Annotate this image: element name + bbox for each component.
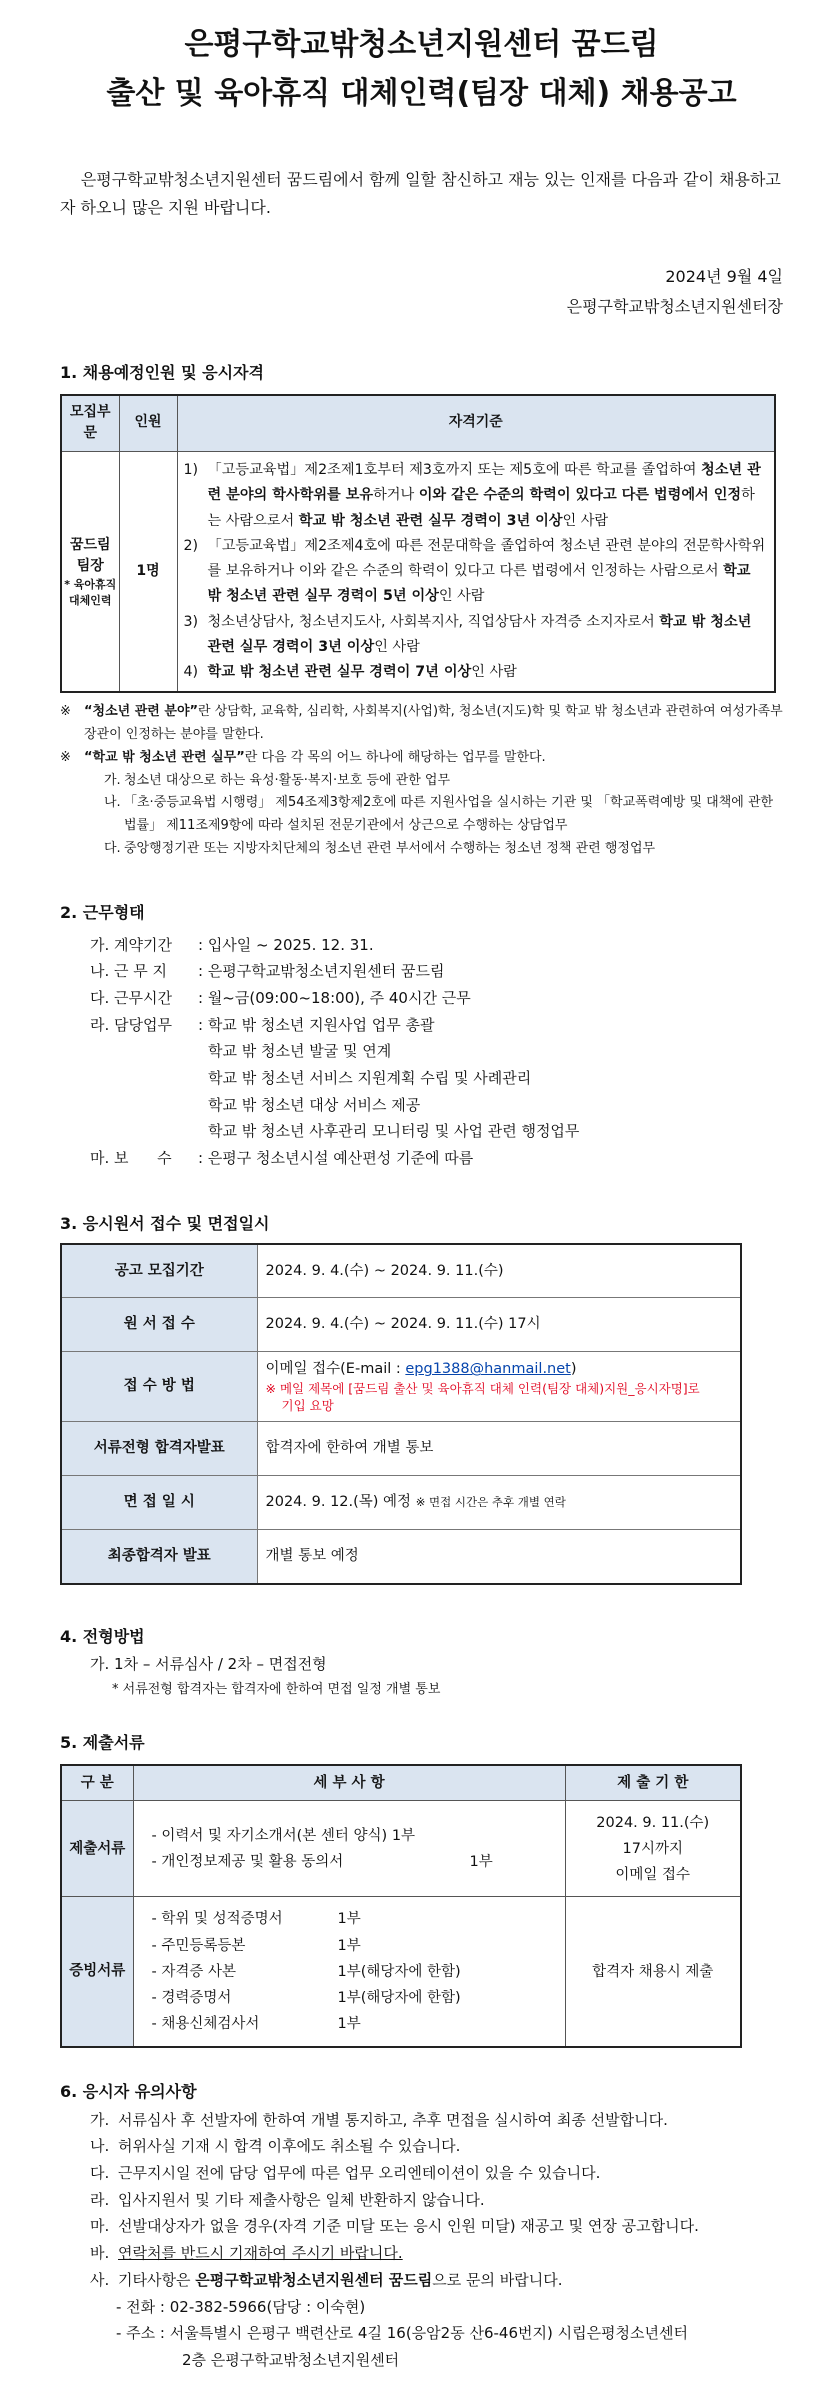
section-2-heading: 2. 근무형태 — [60, 902, 145, 922]
schedule-label: 공고 모집기간 — [61, 1244, 257, 1298]
col-count-header: 인원 — [119, 395, 177, 452]
section-4-heading: 4. 전형방법 — [60, 1626, 145, 1646]
schedule-table — [60, 1243, 742, 1585]
doc-group-proof: 증빙서류 — [61, 1897, 133, 2047]
doc-group-submit-items: - 이력서 및 자기소개서(본 센터 양식) 1부 - 개인정보제공 및 활용 동의서 1부 — [133, 1801, 565, 1897]
note-practice-item: 가. 청소년 대상으로 하는 육성·활동·복지·보호 등에 관한 업무 — [104, 772, 451, 788]
email-subject-note: ※ 메일 제목에 [꿈드림 출산 및 육아휴직 대체 인력(팀장 대체)지원_응시자명]로 — [265, 1380, 700, 1396]
dept-cell: 꿈드림 팀장 * 육아휴직 대체인력 — [61, 451, 119, 692]
schedule-label: 서류전형 합격자발표 — [61, 1422, 257, 1476]
doc-col-deadline: 제 출 기 한 — [565, 1765, 741, 1801]
issuer-name: 은평구학교밖청소년지원센터장 — [566, 297, 783, 317]
email-link[interactable]: epg1388@hanmail.net — [405, 1361, 571, 1378]
qualification-table — [60, 394, 776, 694]
section-3-heading: 3. 응시원서 접수 및 면접일시 — [60, 1213, 270, 1233]
note-practice-item: 나. 「초·중등교육법 시행령」 제54조제3항제2호에 따른 지원사업을 실시하는 기관 및 「학교폭력예방 및 대책에 관한 법률」 제11조제9항에 따라 설치된 전문기관에서 상근으로 수행하는 상담업무 — [104, 795, 774, 834]
intro-paragraph: 은평구학교밖청소년지원센터 꿈드림에서 함께 일할 참신하고 재능 있는 인재를 다음과 같이 채용하고자 하오니 많은 지원 바랍니다. — [60, 170, 781, 217]
applicant-note: 바. 연락처를 반드시 기재하여 주시기 바랍니다. — [90, 2244, 403, 2263]
applicant-note: 마. 선발대상자가 없을 경우(자격 기준 미달 또는 응시 인원 미달) 재공고 및 연장 공고합니다. — [90, 2217, 699, 2236]
work-row-pay: 마. 보 수 : 은평구 청소년시설 예산편성 기준에 따름 — [90, 1149, 474, 1168]
work-row: 다. 근무시간 : 월~금(09:00~18:00), 주 40시간 근무 — [90, 988, 471, 1007]
work-row: 가. 계약기간 : 입사일 ~ 2025. 12. 31. — [90, 935, 374, 954]
schedule-label: 면 접 일 시 — [61, 1476, 257, 1530]
schedule-value: 개별 통보 예정 — [257, 1530, 741, 1584]
schedule-label: 최종합격자 발표 — [61, 1530, 257, 1584]
note-practice-item: 다. 중앙행정기관 또는 지방자치단체의 청소년 관련 부서에서 수행하는 청소년 정책 관련 행정업무 — [104, 840, 656, 856]
work-conditions — [60, 932, 783, 1172]
col-criteria-header: 자격기준 — [177, 395, 775, 452]
schedule-value: 2024. 9. 12.(목) 예정 ※ 면접 시간은 추후 개별 연락 — [257, 1476, 741, 1530]
applicant-note: 다. 근무지시일 전에 담당 업무에 따른 업무 오리엔테이션이 있을 수 있습니다. — [90, 2164, 601, 2183]
contact-phone: - 전화 : 02-382-5966(담당 : 이숙현) — [116, 2297, 366, 2316]
section-5-heading: 5. 제출서류 — [60, 1733, 145, 1753]
criteria-item: 2) 「고등교육법」제2조제4호에 따른 전문대학을 졸업하여 청소년 관련 분야의 전문학사학위를 보유하거나 이와 같은 수준의 학력이 있다고 다른 법령에서 인정하는 사람으로서 학교 밖 청소년 관련 실무 경력이 5년 이상인 사람 — [183, 537, 766, 605]
doc-group-proof-items: - 학위 및 성적증명서 1부 - 주민등록등본 1부 - 자격증 사본 1부(해당자에 한함) - 경력증명서 1부(해당자에 한함) - 채용신체검사서 1부 — [133, 1897, 565, 2047]
criteria-item: 1) 「고등교육법」제2조제1호부터 제3호까지 또는 제5호에 따른 학교를 졸업하여 청소년 관련 분야의 학사학위를 보유하거나 이와 같은 수준의 학력이 있다고 다른 법령에서 인정하는 사람으로서 학교 밖 청소년 관련 실무 경력이 3년 이상인 사람 — [183, 461, 761, 529]
schedule-value: 2024. 9. 4.(수) ~ 2024. 9. 11.(수) — [257, 1244, 741, 1298]
work-row: 라. 담당업무 : 학교 밖 청소년 지원사업 업무 총괄 — [90, 1015, 435, 1034]
issue-block — [60, 262, 783, 323]
schedule-value-method: 이메일 접수(E-mail : epg1388@hanmail.net) ※ 메일 제목에 [꿈드림 출산 및 육아휴직 대체 인력(팀장 대체)지원_응시자명]로 기입 요망 — [257, 1352, 741, 1422]
col-dept-header: 모집부문 — [61, 395, 119, 452]
duty-list: 학교 밖 청소년 발굴 및 연계 학교 밖 청소년 서비스 지원계획 수립 및 사례관리 학교 밖 청소년 대상 서비스 제공 학교 밖 청소년 사후관리 모니터링 및 사업 관련 행정업무 — [208, 1042, 580, 1141]
doc-group-proof-deadline: 합격자 채용시 제출 — [565, 1897, 741, 2047]
contact-address-2: 2층 은평구학교밖청소년지원센터 — [182, 2350, 400, 2369]
note-youth-field: ※ “청소년 관련 분야”란 상담학, 교육학, 심리학, 사회복지(사업)학, 청소년(지도)학 및 학교 밖 청소년과 관련하여 여성가족부장관이 인정하는 분야를 말한다. — [60, 704, 783, 743]
criteria-item: 4) 학교 밖 청소년 관련 실무 경력이 7년 이상인 사람 — [183, 664, 517, 681]
doc-group-submit-deadline: 2024. 9. 11.(수) 17시까지 이메일 접수 — [565, 1801, 741, 1897]
contact-address: - 주소 : 서울특별시 은평구 백련산로 4길 16(응암2동 산6-46번지) 시립은평청소년센터 — [116, 2324, 689, 2343]
qualification-notes — [60, 701, 783, 860]
schedule-label: 접 수 방 법 — [61, 1352, 257, 1422]
applicant-notes — [60, 2107, 783, 2374]
email-subject-note-2: 기입 요망 — [281, 1397, 334, 1413]
doc-col-detail: 세 부 사 항 — [133, 1765, 565, 1801]
title-line-2: 출산 및 육아휴직 대체인력(팀장 대체) 채용공고 — [106, 76, 737, 111]
doc-col-type: 구 분 — [61, 1765, 133, 1801]
applicant-note-contact: 사. 기타사항은 은평구학교밖청소년지원센터 꿈드림으로 문의 바랍니다. — [90, 2270, 563, 2289]
section-1-heading: 1. 채용예정인원 및 응시자격 — [60, 362, 264, 382]
applicant-note: 라. 입사지원서 및 기타 제출사항은 일체 반환하지 않습니다. — [90, 2190, 485, 2209]
note-practice: ※ “학교 밖 청소년 관련 실무”란 다음 각 목의 어느 하나에 해당하는 업무를 말한다. — [60, 749, 546, 765]
section-6-heading: 6. 응시자 유의사항 — [60, 2081, 197, 2101]
criteria-item: 3) 청소년상담사, 청소년지도사, 사회복지사, 직업상담사 자격증 소지자로서 학교 밖 청소년 관련 실무 경력이 3년 이상인 사람 — [183, 613, 752, 655]
issue-date: 2024년 9월 4일 — [665, 267, 783, 286]
selection-method: 가. 1차 – 서류심사 / 2차 – 면접전형 * 서류전형 합격자는 합격자에 한하여 면접 일정 개별 통보 — [90, 1655, 441, 1697]
schedule-label: 원 서 접 수 — [61, 1298, 257, 1352]
criteria-cell — [177, 451, 775, 692]
schedule-value: 2024. 9. 4.(수) ~ 2024. 9. 11.(수) 17시 — [257, 1298, 741, 1352]
applicant-note: 가. 서류심사 후 선발자에 한하여 개별 통지하고, 추후 면접을 실시하여 최종 선발합니다. — [90, 2110, 668, 2129]
applicant-note: 나. 허위사실 기재 시 합격 이후에도 취소될 수 있습니다. — [90, 2137, 461, 2156]
doc-group-submit: 제출서류 — [61, 1801, 133, 1897]
title-line-1: 은평구학교밖청소년지원센터 꿈드림 — [184, 27, 659, 62]
notice-document — [60, 22, 783, 2374]
count-cell: 1명 — [119, 451, 177, 692]
documents-table — [60, 1764, 742, 2048]
schedule-value: 합격자에 한하여 개별 통보 — [257, 1422, 741, 1476]
work-row: 나. 근 무 지 : 은평구학교밖청소년지원센터 꿈드림 — [90, 962, 445, 981]
